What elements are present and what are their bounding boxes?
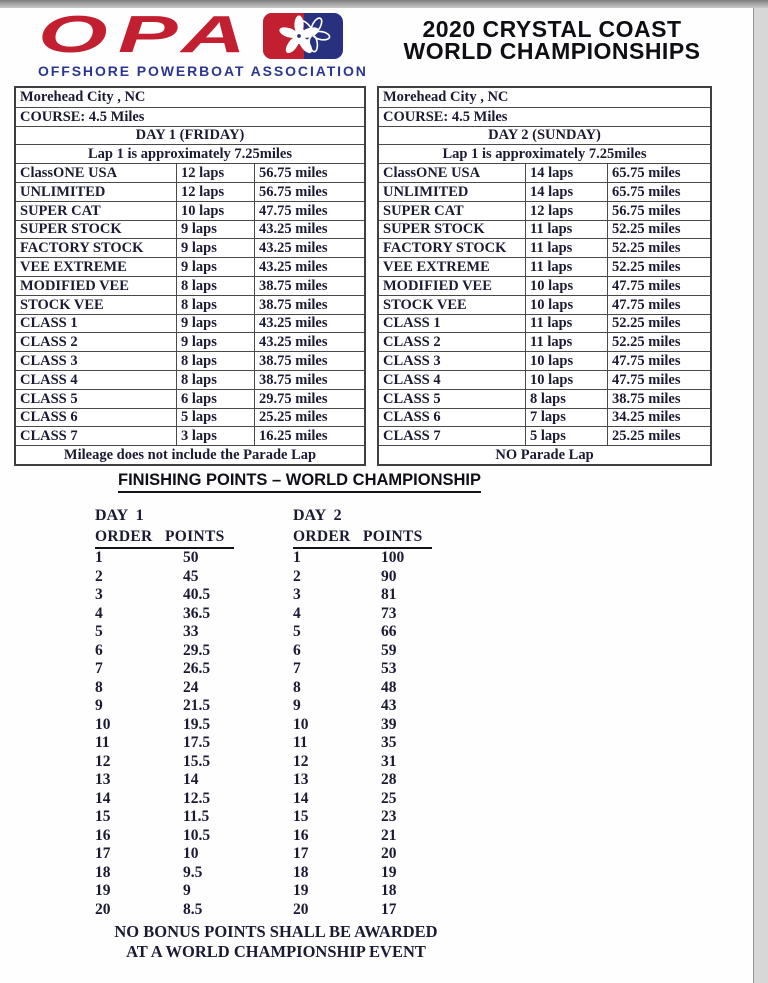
cell-order: 14	[95, 789, 111, 807]
race-table-body	[379, 163, 710, 445]
cell-miles: 25.25 miles	[254, 409, 364, 427]
race-table-row	[379, 201, 710, 220]
cell-laps: 9 laps	[176, 315, 254, 333]
cell-laps: 8 laps	[176, 352, 254, 370]
points-column-day2	[293, 506, 432, 919]
cell-points: 36.5	[183, 604, 211, 622]
cell-points: 9	[183, 882, 191, 899]
course-text: COURSE: 4.5 Miles	[20, 108, 145, 125]
cell-laps: 14 laps	[525, 164, 607, 182]
cell-miles: 43.25 miles	[254, 239, 364, 257]
cell-order: 6	[293, 641, 301, 659]
cell-order: 13	[95, 771, 111, 788]
cell-points: 81	[381, 586, 397, 603]
cell-order: 18	[95, 863, 111, 881]
race-table-row	[379, 351, 710, 370]
cell-race-class: ClassONE USA	[383, 165, 481, 182]
points-row	[293, 901, 432, 920]
cell-laps: 5 laps	[525, 427, 607, 445]
race-table-row	[16, 314, 364, 333]
no-bonus-points-note	[95, 922, 457, 961]
race-table-day1	[14, 86, 366, 466]
cell-order: 10	[293, 715, 309, 733]
points-rows	[293, 549, 432, 919]
day-header-row	[16, 126, 364, 145]
points-row	[293, 827, 432, 846]
cell-order: 19	[95, 882, 111, 899]
cell-points: 19.5	[183, 715, 211, 733]
race-table-row	[379, 276, 710, 295]
location-row	[379, 88, 710, 107]
cell-order: 11	[293, 734, 308, 751]
cell-laps: 12 laps	[176, 164, 254, 182]
course-row	[16, 107, 364, 126]
cell-points: 33	[183, 623, 199, 640]
race-table-day2	[377, 86, 712, 466]
race-table-row	[379, 332, 710, 351]
cell-miles: 43.25 miles	[254, 258, 364, 276]
cell-points: 12.5	[183, 789, 211, 807]
cell-race-class: FACTORY STOCK	[20, 240, 144, 257]
cell-race-class: SUPER STOCK	[20, 221, 122, 238]
cell-laps: 8 laps	[525, 390, 607, 408]
cell-race-class: ClassONE USA	[20, 165, 118, 182]
cell-miles: 52.25 miles	[607, 221, 710, 239]
race-table-row	[16, 426, 364, 445]
course-text: COURSE: 4.5 Miles	[383, 108, 508, 125]
points-row	[95, 642, 234, 661]
cell-points: 28	[381, 771, 397, 788]
points-row	[95, 882, 234, 901]
cell-order: 15	[95, 808, 111, 825]
race-table-row	[379, 314, 710, 333]
cell-order: 18	[293, 863, 309, 881]
points-row	[293, 734, 432, 753]
cell-order: 9	[95, 697, 103, 714]
lap-note-text: Lap 1 is approximately 7.25miles	[442, 146, 647, 163]
points-row	[293, 679, 432, 698]
race-table-row	[16, 332, 364, 351]
cell-order: 13	[293, 771, 309, 788]
cell-order: 17	[95, 845, 111, 862]
points-row	[95, 605, 234, 624]
cell-points: 23	[381, 808, 397, 825]
cell-miles: 52.25 miles	[607, 333, 710, 351]
cell-miles: 38.75 miles	[254, 371, 364, 389]
cell-points: 66	[381, 623, 397, 640]
order-header: ORDER	[293, 528, 351, 545]
cell-points: 29.5	[183, 641, 211, 659]
cell-race-class: CLASS 5	[20, 390, 78, 407]
race-table-row	[16, 182, 364, 201]
points-row	[95, 716, 234, 735]
cell-race-class: SUPER CAT	[383, 202, 464, 219]
cell-order: 9	[293, 697, 301, 714]
cell-order: 16	[293, 826, 309, 844]
cell-order: 11	[95, 734, 110, 751]
race-table-row	[16, 295, 364, 314]
cell-miles: 34.25 miles	[607, 409, 710, 427]
cell-points: 9.5	[183, 863, 203, 881]
cell-miles: 25.25 miles	[607, 427, 710, 445]
cell-laps: 12 laps	[176, 183, 254, 201]
points-column-headers	[293, 528, 432, 549]
day-header-text: DAY 2 (SUNDAY)	[488, 127, 601, 144]
finishing-points-heading: FINISHING POINTS – WORLD CHAMPIONSHIP	[118, 471, 481, 493]
cell-race-class: CLASS 5	[383, 390, 441, 407]
cell-order: 3	[95, 586, 103, 603]
opa-logo-subtitle: OFFSHORE POWERBOAT ASSOCIATION	[38, 63, 368, 79]
cell-race-class: CLASS 2	[383, 334, 441, 351]
cell-points: 21	[381, 826, 397, 844]
cell-miles: 29.75 miles	[254, 390, 364, 408]
cell-laps: 10 laps	[525, 371, 607, 389]
race-table-row	[379, 163, 710, 182]
points-row	[95, 568, 234, 587]
cell-points: 10.5	[183, 826, 211, 844]
cell-points: 14	[183, 771, 199, 788]
cell-race-class: FACTORY STOCK	[383, 240, 507, 257]
cell-laps: 12 laps	[525, 202, 607, 220]
event-title-line1: 2020 CRYSTAL COAST	[422, 16, 682, 42]
cell-miles: 56.75 miles	[607, 202, 710, 220]
race-table-row	[16, 351, 364, 370]
cell-race-class: STOCK VEE	[383, 296, 467, 313]
cell-race-class: CLASS 4	[383, 371, 441, 388]
points-row	[95, 827, 234, 846]
points-row	[293, 586, 432, 605]
cell-order: 5	[293, 623, 301, 640]
cell-order: 2	[293, 567, 301, 585]
points-row	[293, 697, 432, 716]
race-table-row	[379, 426, 710, 445]
cell-points: 43	[381, 697, 397, 714]
points-row	[95, 697, 234, 716]
cell-order: 17	[293, 845, 309, 862]
cell-points: 15.5	[183, 752, 211, 770]
points-row	[293, 790, 432, 809]
race-table-row	[16, 201, 364, 220]
cell-miles: 38.75 miles	[254, 296, 364, 314]
race-table-row	[16, 257, 364, 276]
opa-logo-row	[38, 6, 378, 64]
cell-laps: 11 laps	[525, 315, 607, 333]
cell-points: 90	[381, 567, 397, 585]
points-row	[95, 586, 234, 605]
points-row	[293, 864, 432, 883]
note-line1: NO BONUS POINTS SHALL BE AWARDED	[114, 922, 438, 941]
lap-note-text: Lap 1 is approximately 7.25miles	[88, 146, 292, 163]
cell-points: 11.5	[183, 808, 210, 825]
cell-laps: 8 laps	[176, 277, 254, 295]
cell-points: 17.5	[183, 734, 211, 751]
points-header: POINTS	[363, 528, 423, 545]
cell-order: 15	[293, 808, 309, 825]
race-table-row	[16, 408, 364, 427]
cell-order: 1	[95, 549, 103, 566]
cell-race-class: CLASS 6	[20, 409, 78, 426]
lap-note-row	[379, 144, 710, 163]
race-table-row	[16, 238, 364, 257]
cell-laps: 7 laps	[525, 409, 607, 427]
cell-points: 59	[381, 641, 397, 659]
cell-points: 35	[381, 734, 397, 751]
cell-laps: 6 laps	[176, 390, 254, 408]
cell-race-class: STOCK VEE	[20, 296, 104, 313]
cell-race-class: SUPER CAT	[20, 202, 101, 219]
points-row	[95, 549, 234, 568]
race-table-row	[379, 370, 710, 389]
cell-order: 12	[293, 752, 309, 770]
cell-laps: 11 laps	[525, 258, 607, 276]
race-table-row	[16, 163, 364, 182]
points-row	[95, 771, 234, 790]
cell-laps: 10 laps	[525, 296, 607, 314]
cell-order: 6	[95, 641, 103, 659]
cell-points: 21.5	[183, 697, 211, 714]
points-column-day1	[95, 506, 234, 919]
cell-race-class: CLASS 1	[20, 315, 78, 332]
cell-order: 19	[293, 882, 309, 899]
cell-laps: 8 laps	[176, 296, 254, 314]
cell-race-class: CLASS 2	[20, 334, 78, 351]
cell-points: 17	[381, 900, 397, 918]
cell-points: 48	[381, 678, 397, 696]
cell-order: 1	[293, 549, 301, 566]
order-header: ORDER	[95, 528, 153, 545]
points-row	[95, 623, 234, 642]
location-row	[16, 88, 364, 107]
race-table-row	[379, 257, 710, 276]
points-row	[293, 753, 432, 772]
points-row	[95, 808, 234, 827]
note-line2: AT A WORLD CHAMPIONSHIP EVENT	[126, 941, 426, 961]
race-table-row	[379, 408, 710, 427]
points-day-label: DAY 1	[95, 507, 144, 524]
day-header-row	[379, 126, 710, 145]
cell-miles: 38.75 miles	[254, 352, 364, 370]
cell-miles: 65.75 miles	[607, 164, 710, 182]
cell-order: 12	[95, 752, 111, 770]
cell-points: 39	[381, 715, 397, 733]
race-table-row	[379, 238, 710, 257]
cell-order: 7	[293, 660, 301, 677]
cell-points: 40.5	[183, 586, 211, 603]
cell-order: 5	[95, 623, 103, 640]
cell-order: 14	[293, 789, 309, 807]
cell-points: 45	[183, 567, 199, 585]
cell-points: 50	[183, 549, 199, 566]
points-rows	[95, 549, 234, 919]
table-footer-row	[16, 445, 364, 464]
cell-order: 4	[95, 604, 103, 622]
cell-points: 53	[381, 660, 397, 677]
cell-miles: 43.25 miles	[254, 221, 364, 239]
race-table-row	[379, 182, 710, 201]
points-row	[95, 660, 234, 679]
location-text: Morehead City , NC	[20, 89, 146, 106]
points-row	[95, 679, 234, 698]
cell-race-class: MODIFIED VEE	[383, 277, 492, 294]
points-row	[293, 882, 432, 901]
race-table-row	[16, 220, 364, 239]
cell-race-class: CLASS 3	[20, 353, 78, 370]
cell-order: 20	[95, 900, 111, 918]
points-row	[293, 771, 432, 790]
points-row	[95, 734, 234, 753]
cell-points: 10	[183, 845, 199, 862]
cell-race-class: UNLIMITED	[20, 183, 106, 200]
event-title-line2: WORLD CHAMPIONSHIPS	[403, 38, 701, 64]
table-footer-text: NO Parade Lap	[495, 447, 594, 464]
cell-race-class: VEE EXTREME	[20, 259, 127, 276]
location-text: Morehead City , NC	[383, 89, 509, 106]
cell-laps: 9 laps	[176, 258, 254, 276]
cell-order: 16	[95, 826, 111, 844]
cell-miles: 56.75 miles	[254, 164, 364, 182]
cell-laps: 10 laps	[525, 277, 607, 295]
event-title	[386, 18, 718, 62]
cell-points: 100	[381, 549, 405, 566]
cell-miles: 47.75 miles	[607, 296, 710, 314]
points-day-label: DAY 2	[293, 507, 342, 524]
cell-points: 26.5	[183, 660, 211, 677]
points-header: POINTS	[165, 528, 225, 545]
cell-points: 73	[381, 604, 397, 622]
cell-laps: 8 laps	[176, 371, 254, 389]
cell-miles: 56.75 miles	[254, 183, 364, 201]
cell-miles: 16.25 miles	[254, 427, 364, 445]
cell-laps: 3 laps	[176, 427, 254, 445]
cell-miles: 52.25 miles	[607, 239, 710, 257]
cell-race-class: CLASS 4	[20, 371, 78, 388]
cell-miles: 47.75 miles	[607, 352, 710, 370]
cell-order: 3	[293, 586, 301, 603]
points-row	[95, 901, 234, 920]
race-table-body	[16, 163, 364, 445]
points-row	[95, 790, 234, 809]
cell-race-class: CLASS 7	[20, 428, 78, 445]
table-footer-text: Mileage does not include the Parade Lap	[63, 447, 317, 464]
table-footer-row	[379, 445, 710, 464]
propeller-icon	[263, 13, 343, 59]
points-row	[293, 716, 432, 735]
cell-order: 2	[95, 567, 103, 585]
points-row	[293, 549, 432, 568]
race-table-row	[16, 370, 364, 389]
points-row	[95, 753, 234, 772]
race-table-row	[16, 276, 364, 295]
cell-order: 8	[95, 678, 103, 696]
cell-race-class: SUPER STOCK	[383, 221, 485, 238]
cell-miles: 47.75 miles	[607, 277, 710, 295]
cell-laps: 5 laps	[176, 409, 254, 427]
cell-points: 25	[381, 789, 397, 807]
cell-race-class: CLASS 6	[383, 409, 441, 426]
cell-laps: 9 laps	[176, 221, 254, 239]
cell-miles: 65.75 miles	[607, 183, 710, 201]
cell-race-class: CLASS 3	[383, 353, 441, 370]
cell-race-class: CLASS 1	[383, 315, 441, 332]
cell-miles: 43.25 miles	[254, 315, 364, 333]
cell-miles: 47.75 miles	[254, 202, 364, 220]
race-table-row	[379, 295, 710, 314]
cell-order: 8	[293, 678, 301, 696]
cell-points: 8.5	[183, 900, 203, 918]
points-column-headers	[95, 528, 234, 549]
points-row	[293, 808, 432, 827]
points-row	[293, 623, 432, 642]
cell-miles: 52.25 miles	[607, 315, 710, 333]
cell-points: 19	[381, 863, 397, 881]
cell-points: 24	[183, 678, 199, 696]
course-row	[379, 107, 710, 126]
points-row	[293, 605, 432, 624]
day-header-text: DAY 1 (FRIDAY)	[135, 127, 245, 144]
cell-miles: 38.75 miles	[254, 277, 364, 295]
cell-points: 31	[381, 752, 397, 770]
cell-race-class: CLASS 7	[383, 428, 441, 445]
lap-note-row	[16, 144, 364, 163]
cell-miles: 52.25 miles	[607, 258, 710, 276]
cell-laps: 11 laps	[525, 221, 607, 239]
points-row	[95, 845, 234, 864]
points-row	[293, 568, 432, 587]
opa-logo	[38, 6, 378, 79]
cell-order: 4	[293, 604, 301, 622]
cell-laps: 14 laps	[525, 183, 607, 201]
cell-miles: 38.75 miles	[607, 390, 710, 408]
cell-laps: 9 laps	[176, 239, 254, 257]
race-table-row	[379, 389, 710, 408]
cell-laps: 11 laps	[525, 333, 607, 351]
cell-order: 10	[95, 715, 111, 733]
cell-order: 7	[95, 660, 103, 677]
points-row	[293, 660, 432, 679]
cell-miles: 43.25 miles	[254, 333, 364, 351]
race-table-row	[379, 220, 710, 239]
cell-laps: 10 laps	[525, 352, 607, 370]
cell-points: 18	[381, 882, 397, 899]
cell-race-class: UNLIMITED	[383, 183, 469, 200]
cell-order: 20	[293, 900, 309, 918]
cell-miles: 47.75 miles	[607, 371, 710, 389]
race-table-row	[16, 389, 364, 408]
opa-logo-text: OPA	[38, 6, 257, 64]
cell-laps: 11 laps	[525, 239, 607, 257]
points-row	[293, 642, 432, 661]
cell-points: 20	[381, 845, 397, 862]
cell-laps: 9 laps	[176, 333, 254, 351]
cell-laps: 10 laps	[176, 202, 254, 220]
cell-race-class: VEE EXTREME	[383, 259, 490, 276]
points-row	[95, 864, 234, 883]
cell-race-class: MODIFIED VEE	[20, 277, 129, 294]
points-row	[293, 845, 432, 864]
